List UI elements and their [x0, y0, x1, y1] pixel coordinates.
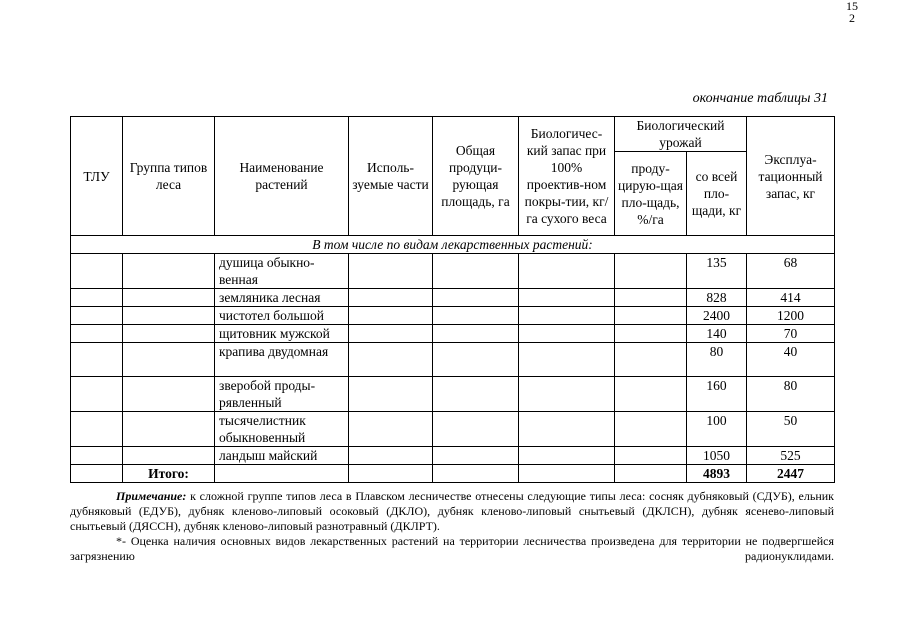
subheader-row: В том числе по видам лекарственных растений: — [71, 236, 835, 254]
plant-name-cell: зверобой проды-рявленный — [215, 377, 349, 412]
header-bio-stock: Биологичес-кий запас при 100% проектив-ном покры-тии, кг/га сухого веса — [519, 117, 615, 236]
empty-cell — [71, 447, 123, 465]
empty-cell — [123, 447, 215, 465]
empty-cell — [123, 307, 215, 325]
exploit-stock-cell: 80 — [747, 377, 835, 412]
empty-cell — [71, 412, 123, 447]
empty-cell — [71, 254, 123, 289]
exploit-stock-cell: 50 — [747, 412, 835, 447]
empty-cell — [433, 447, 519, 465]
total-yield-cell: 1050 — [687, 447, 747, 465]
table-caption: окончание таблицы 31 — [692, 91, 828, 106]
header-group: Группа типов леса — [123, 117, 215, 236]
plant-name-cell: тысячелистник обыкновенный — [215, 412, 349, 447]
empty-cell — [519, 412, 615, 447]
table-row — [71, 254, 835, 289]
empty-cell — [615, 325, 687, 343]
empty-cell — [123, 254, 215, 289]
note-label: Примечание: — [116, 489, 187, 503]
total-yield-cell: 160 — [687, 377, 747, 412]
table-row — [71, 447, 835, 465]
total-row — [71, 465, 835, 483]
exploit-stock-cell: 525 — [747, 447, 835, 465]
plant-name-cell: щитовник мужской — [215, 325, 349, 343]
empty-cell — [123, 343, 215, 377]
empty-cell — [71, 343, 123, 377]
empty-cell — [519, 465, 615, 483]
empty-cell — [519, 289, 615, 307]
empty-cell — [615, 289, 687, 307]
empty-cell — [519, 307, 615, 325]
table-row — [71, 377, 835, 412]
empty-cell — [433, 343, 519, 377]
plant-name-cell: чистотел большой — [215, 307, 349, 325]
empty-cell — [615, 412, 687, 447]
empty-cell — [349, 447, 433, 465]
note-text-2: *- Оценка наличия основных видов лекарственных растений на территории лесничества произведена для территории не подвергшейся загрязнению радионуклидами. — [70, 534, 834, 563]
empty-cell — [519, 343, 615, 377]
empty-cell — [615, 465, 687, 483]
header-name: Наименование растений — [215, 117, 349, 236]
total-yield-cell: 828 — [687, 289, 747, 307]
total-exploit-value: 2447 — [747, 465, 835, 483]
table-row — [71, 307, 835, 325]
total-yield-cell: 80 — [687, 343, 747, 377]
total-yield-cell: 135 — [687, 254, 747, 289]
header-area: Общая продуци-рующая площадь, га — [433, 117, 519, 236]
empty-cell — [615, 343, 687, 377]
empty-cell — [349, 465, 433, 483]
header-parts: Исполь-зуемые части — [349, 117, 433, 236]
empty-cell — [349, 412, 433, 447]
table-row — [71, 289, 835, 307]
empty-cell — [615, 447, 687, 465]
empty-cell — [433, 289, 519, 307]
exploit-stock-cell: 1200 — [747, 307, 835, 325]
exploit-stock-cell: 414 — [747, 289, 835, 307]
header-all-area: со всей пло-щади, кг — [687, 152, 747, 236]
empty-cell — [519, 254, 615, 289]
empty-cell — [519, 325, 615, 343]
empty-cell — [433, 377, 519, 412]
exploit-stock-cell: 40 — [747, 343, 835, 377]
page-number-line-2: 2 — [849, 11, 855, 25]
empty-cell — [71, 325, 123, 343]
header-bio-yield: Биологический урожай — [615, 117, 747, 152]
plant-name-cell: крапива двудомная — [215, 343, 349, 377]
note-text: к сложной группе типов леса в Плавском лесничестве отнесены следующие типы леса: сосняк дубняковый (СДУБ), ельник дубняковый (ЕДУБ), дубняк кленово-липовый осоковый (ДКЛО), дубняк кленово-липовый снытьевый (ДКЛСН), дубняк ясенево-липовый снытьевый (ДЯССН), дубняк кленово-липовый разнотравный (ДКЛРТ). — [70, 489, 834, 533]
empty-cell — [433, 465, 519, 483]
empty-cell — [433, 254, 519, 289]
plant-name-cell: душица обыкно-венная — [215, 254, 349, 289]
note-block — [70, 489, 834, 564]
empty-cell — [123, 289, 215, 307]
empty-cell — [71, 465, 123, 483]
total-yield-cell: 100 — [687, 412, 747, 447]
plant-name-cell: земляника лесная — [215, 289, 349, 307]
header-exploit: Эксплуа-тационный запас, кг — [747, 117, 835, 236]
total-yield-cell: 140 — [687, 325, 747, 343]
page-number — [846, 0, 858, 24]
total-yield-cell: 2400 — [687, 307, 747, 325]
plant-name-cell: ландыш майский — [215, 447, 349, 465]
empty-cell — [349, 343, 433, 377]
empty-cell — [519, 447, 615, 465]
empty-cell — [215, 465, 349, 483]
total-yield-value: 4893 — [687, 465, 747, 483]
empty-cell — [123, 325, 215, 343]
empty-cell — [433, 307, 519, 325]
empty-cell — [349, 307, 433, 325]
empty-cell — [519, 377, 615, 412]
empty-cell — [615, 254, 687, 289]
exploit-stock-cell: 68 — [747, 254, 835, 289]
empty-cell — [71, 377, 123, 412]
page-number-line-1: 15 — [846, 0, 858, 13]
plants-table — [70, 116, 835, 483]
empty-cell — [433, 412, 519, 447]
empty-cell — [349, 289, 433, 307]
empty-cell — [123, 412, 215, 447]
empty-cell — [349, 325, 433, 343]
exploit-stock-cell: 70 — [747, 325, 835, 343]
empty-cell — [123, 377, 215, 412]
header-prod-area: проду-цирую-щая пло-щадь, %/га — [615, 152, 687, 236]
empty-cell — [349, 254, 433, 289]
empty-cell — [615, 377, 687, 412]
empty-cell — [71, 307, 123, 325]
total-label: Итого: — [123, 465, 215, 483]
header-tlu: ТЛУ — [71, 117, 123, 236]
empty-cell — [71, 289, 123, 307]
table-row — [71, 412, 835, 447]
empty-cell — [349, 377, 433, 412]
table-row — [71, 343, 835, 377]
empty-cell — [615, 307, 687, 325]
table-row — [71, 325, 835, 343]
empty-cell — [433, 325, 519, 343]
